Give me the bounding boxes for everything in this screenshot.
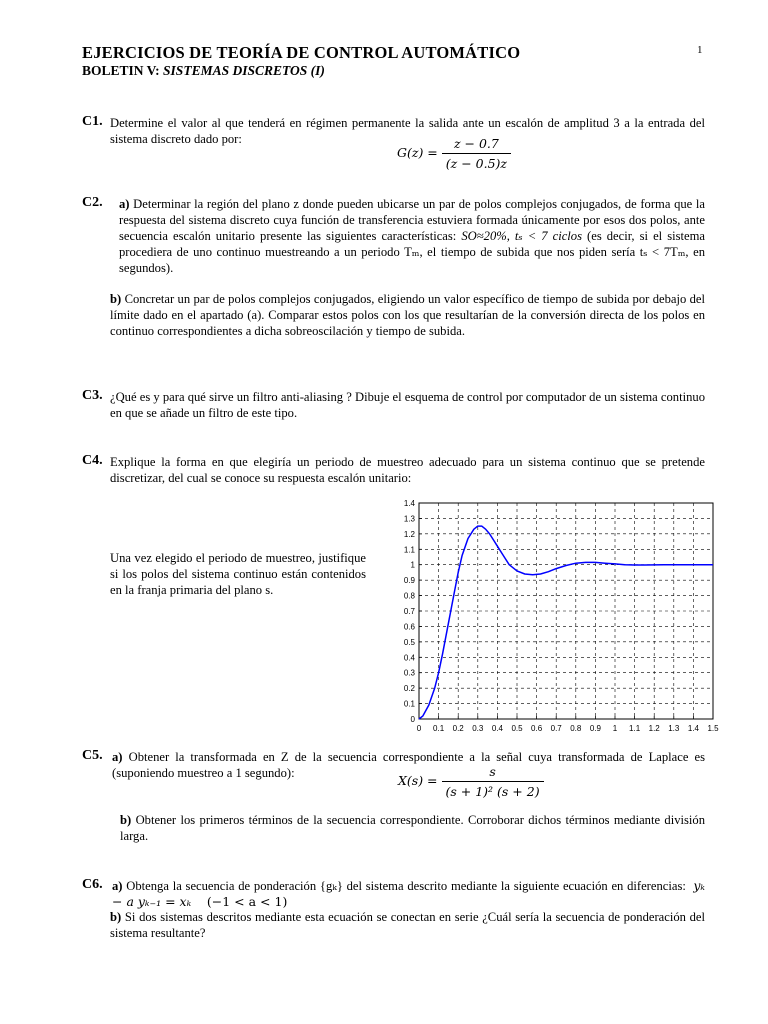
x-tick-label: 0.2 (452, 724, 464, 733)
formula-denominator: (s + 1)² (s + 2) (445, 784, 540, 799)
part-b-label: b) (110, 910, 122, 924)
x-tick-label: 1.4 (687, 724, 699, 733)
x-tick-label: 0.3 (472, 724, 484, 733)
question-c2-a-spec: SO≈20%, tₛ < 7 ciclos (461, 229, 582, 243)
x-tick-label: 0.9 (589, 724, 601, 733)
formula-denominator: (z − 0.5)z (445, 156, 508, 171)
question-c2-a-text: Determinar la región del plano z donde pueden ubicarse un par de polos complejos conjugados, de forma que la respuesta del sistema discreto cuya función de transferencia estuviera formada únicamente por esos dos polos, ante secuencia escalón unitario presente las siguientes características: (119, 197, 706, 243)
part-a-label: a) (119, 197, 130, 211)
x-tick-label: 1.1 (629, 724, 641, 733)
formula-fraction (442, 136, 511, 171)
question-c5-label: C5. (82, 748, 103, 763)
difference-equation-condition: (−1 < a < 1) (206, 894, 288, 909)
formula-fraction (442, 764, 544, 799)
y-tick-label: 1.2 (403, 529, 415, 539)
y-tick-label: 0 (410, 715, 415, 724)
x-tick-label: 0.7 (550, 724, 562, 733)
part-a-label: a) (112, 750, 123, 764)
question-c2-a-text2: (es decir, si el sistema procediera de uno continuo muestreando a un periodo Tₘ, el tiempo de subida que nos piden sería tₛ < 7Tₘ, en segundos). (119, 229, 705, 275)
y-tick-label: 0.1 (403, 699, 415, 709)
y-tick-label: 0.5 (403, 637, 415, 647)
question-c6-b (110, 909, 705, 941)
subtitle-topic: SISTEMAS DISCRETOS (I) (163, 63, 325, 78)
question-c1-text: Determine el valor al que tenderá en régimen permanente la salida ante un escalón de amplitud 3 a la entrada del sistema discreto dado por: (110, 116, 705, 146)
question-c2-b (110, 291, 705, 339)
x-tick-label: 1 (612, 724, 618, 733)
question-c3-label: C3. (82, 388, 103, 403)
y-tick-label: 0.4 (403, 653, 415, 663)
formula-numerator: z − 0.7 (442, 136, 511, 154)
question-c5-a-text: Obtener la transformada en Z de la secuencia correspondiente a la señal cuya transformada de Laplace es (suponiendo muestreo a 1 segundo): (112, 750, 705, 780)
question-c6-a (112, 878, 705, 910)
x-tick-label: 1.5 (707, 724, 719, 733)
question-c5-b (120, 812, 705, 844)
y-tick-label: 0.9 (403, 576, 415, 586)
x-tick-label: 0.4 (491, 724, 503, 733)
y-tick-label: 0.6 (403, 622, 415, 632)
page-title: EJERCICIOS DE TEORÍA DE CONTROL AUTOMÁTICO (82, 43, 521, 62)
y-tick-label: 0.8 (403, 591, 415, 601)
question-c5-formula (398, 764, 544, 799)
chart-grid (419, 503, 713, 719)
question-c4-side-text: Una vez elegido el periodo de muestreo, justifique si los polos del sistema continuo están contenidos en la franja primaria del plano s. (110, 551, 366, 597)
y-tick-label: 0.2 (403, 684, 415, 694)
x-tick-label: 1.3 (668, 724, 680, 733)
part-a-label: a) (112, 879, 123, 893)
question-c4-text: Explique la forma en que elegiría un periodo de muestreo adecuado para un sistema continuo que se pretende discretizar, del cual se conoce su respuesta escalón unitario: (110, 455, 705, 485)
y-tick-label: 0.7 (403, 607, 415, 616)
question-c6-a-text: Obtenga la secuencia de ponderación {gₖ} del sistema descrito mediante la siguiente ecuación en diferencias: (126, 879, 686, 893)
y-tick-label: 1.4 (403, 499, 415, 508)
y-tick-label: 0.3 (403, 668, 415, 678)
formula-lhs: X(s) = (398, 773, 438, 789)
y-tick-label: 1.3 (403, 514, 415, 524)
question-c5-b-text: Obtener los primeros términos de la secuencia correspondiente. Corroborar dichos términos mediante división larga. (120, 813, 705, 843)
formula-numerator: s (442, 764, 544, 782)
y-tick-label: 1 (410, 560, 415, 570)
x-tick-label: 0.6 (531, 724, 543, 733)
part-b-label: b) (110, 292, 122, 306)
x-tick-label: 0.1 (433, 724, 445, 733)
x-tick-label: 0.8 (570, 724, 582, 733)
x-tick-label: 0.5 (511, 724, 523, 733)
x-tick-label: 0 (416, 724, 422, 733)
page-subtitle (82, 63, 325, 79)
question-c1-label: C1. (82, 114, 103, 129)
part-b-label: b) (120, 813, 132, 827)
subtitle-prefix: BOLETIN V: (82, 63, 164, 78)
question-c4-label: C4. (82, 453, 103, 468)
question-c2-a (119, 196, 705, 276)
difference-equation: yₖ − a yₖ₋₁ = xₖ (112, 878, 705, 909)
step-response-chart (385, 495, 730, 740)
chart-series (419, 526, 713, 719)
x-tick-label: 1.2 (648, 724, 660, 733)
y-tick-label: 1.1 (403, 545, 415, 555)
question-c2-label: C2. (82, 195, 103, 210)
formula-lhs: G(z) = (397, 145, 438, 161)
series-line-0 (419, 526, 713, 719)
question-c6-label: C6. (82, 877, 103, 892)
question-c6-b-text: Si dos sistemas descritos mediante esta ecuación se conectan en serie ¿Cuál sería la secuencia de ponderación del sistema resultante? (110, 910, 705, 940)
page-number: 1 (697, 44, 703, 56)
question-c3-text: ¿Qué es y para qué sirve un filtro anti-aliasing ? Dibuje el esquema de control por computador de un sistema continuo en que se añade un filtro de este tipo. (110, 390, 705, 420)
question-c2-b-text: Concretar un par de polos complejos conjugados, eligiendo un valor específico de tiempo de subida por debajo del límite dado en el apartado (a). Comparar estos polos con los que resultarían de la conversión directa de los polos en continuo correspondientes a dicha sobreoscilación y tiempo de subida. (110, 292, 705, 338)
question-c1-formula (397, 136, 511, 171)
